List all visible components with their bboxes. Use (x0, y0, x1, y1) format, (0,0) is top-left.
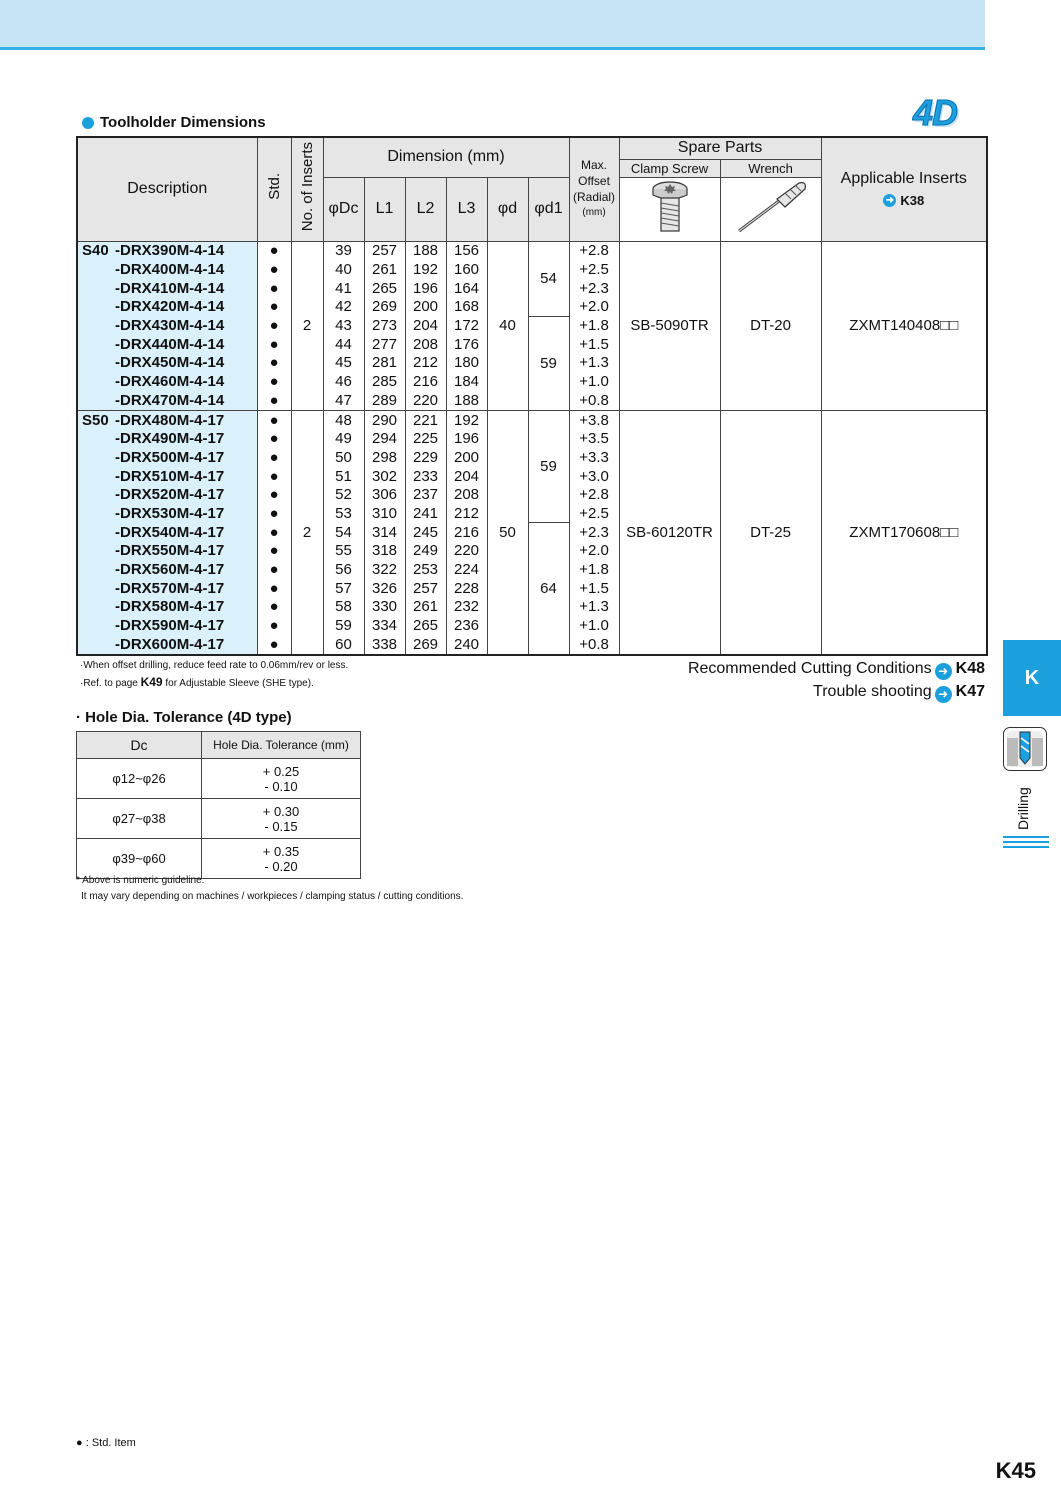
tol-value: + 0.30 - 0.15 (202, 799, 361, 839)
dim-l2: 204 (405, 316, 446, 335)
tolerance-title: · Hole Dia. Tolerance (4D type) (76, 709, 292, 726)
max-offset: +0.8 (569, 391, 619, 410)
dim-l3: 232 (446, 598, 487, 617)
item-code: -DRX420M-4-14 (115, 298, 225, 316)
item-description (77, 260, 257, 279)
max-offset: +1.5 (569, 579, 619, 598)
item-code: -DRX530M-4-17 (115, 504, 225, 522)
dim-dc: 58 (323, 598, 364, 617)
dim-dc: 50 (323, 448, 364, 467)
item-code: -DRX580M-4-17 (115, 598, 225, 616)
item-code: -DRX560M-4-17 (115, 561, 225, 579)
section-tab-k[interactable]: K (1003, 640, 1061, 716)
bullet-icon (82, 117, 94, 129)
max-offset: +1.8 (569, 560, 619, 579)
item-description (77, 542, 257, 561)
item-code: -DRX570M-4-17 (115, 579, 225, 597)
table-row (77, 241, 987, 260)
std-mark: ● (257, 579, 291, 598)
dim-l1: 326 (364, 579, 405, 598)
dim-dc: 40 (323, 260, 364, 279)
max-offset: +2.5 (569, 260, 619, 279)
header-dimension: Dimension (mm) (323, 137, 569, 177)
tol-header-dc: Dc (77, 732, 202, 759)
max-offset: +1.0 (569, 372, 619, 391)
item-description (77, 579, 257, 598)
item-description (77, 616, 257, 635)
dim-l2: 233 (405, 467, 446, 486)
dim-l1: 310 (364, 504, 405, 523)
std-mark: ● (257, 542, 291, 561)
clamp-screw-part: SB-60120TR (619, 410, 720, 654)
section-title: Toolholder Dimensions (82, 114, 266, 131)
dim-l1: 330 (364, 598, 405, 617)
dim-l3: 168 (446, 298, 487, 317)
dim-l1: 281 (364, 354, 405, 373)
max-offset: +1.0 (569, 616, 619, 635)
dim-l1: 273 (364, 316, 405, 335)
item-code: -DRX600M-4-17 (115, 635, 225, 653)
dim-l1: 298 (364, 448, 405, 467)
std-mark: ● (257, 241, 291, 260)
side-decor-lines (1003, 836, 1049, 851)
dim-dc: 53 (323, 504, 364, 523)
dim-dc: 48 (323, 410, 364, 429)
header-applicable-inserts: Applicable Inserts ➜ K38 (821, 137, 987, 241)
std-mark: ● (257, 467, 291, 486)
dim-l3: 236 (446, 616, 487, 635)
header-std: Std. (257, 137, 291, 241)
page-number: K45 (995, 1458, 1036, 1483)
dim-dc: 56 (323, 560, 364, 579)
tol-value: + 0.35 - 0.20 (202, 839, 361, 879)
dim-dc: 39 (323, 241, 364, 260)
tol-value: + 0.25 - 0.10 (202, 759, 361, 799)
dim-l2: 220 (405, 391, 446, 410)
item-code: -DRX480M-4-17 (115, 411, 225, 429)
tolerance-table (76, 731, 361, 879)
dim-l1: 290 (364, 410, 405, 429)
dim-l1: 285 (364, 372, 405, 391)
dim-dc: 54 (323, 523, 364, 542)
item-description (77, 598, 257, 617)
item-description (77, 410, 257, 429)
dim-l2: 196 (405, 279, 446, 298)
max-offset: +2.8 (569, 485, 619, 504)
header-l1: L1 (364, 177, 405, 241)
item-code: -DRX440M-4-14 (115, 335, 225, 353)
series-label: S50 (82, 411, 109, 429)
item-description (77, 635, 257, 655)
item-code: -DRX460M-4-14 (115, 373, 225, 391)
legend-std-item: ● : Std. Item (76, 1437, 136, 1449)
dim-l1: 318 (364, 542, 405, 561)
std-mark: ● (257, 316, 291, 335)
no-inserts: 2 (291, 241, 323, 410)
arrow-right-icon: ➜ (935, 686, 952, 703)
top-band (0, 0, 985, 47)
item-description (77, 429, 257, 448)
dim-d1: 59 (528, 316, 569, 410)
max-offset: +1.3 (569, 598, 619, 617)
dim-d: 50 (487, 410, 528, 654)
header-description: Description (77, 137, 257, 241)
clamp-screw-image (619, 177, 720, 241)
wrench-part: DT-25 (720, 410, 821, 654)
dim-l2: 237 (405, 485, 446, 504)
item-description (77, 372, 257, 391)
dim-dc: 51 (323, 467, 364, 486)
dim-dc: 41 (323, 279, 364, 298)
clamp-screw-part: SB-5090TR (619, 241, 720, 410)
dim-dc: 43 (323, 316, 364, 335)
table-body (77, 241, 987, 655)
screw-icon (648, 179, 692, 235)
dim-l3: 228 (446, 579, 487, 598)
tol-dc: φ39~φ60 (77, 839, 202, 879)
dim-l1: 261 (364, 260, 405, 279)
toolholder-table (76, 136, 988, 656)
reference-links (688, 657, 985, 703)
dim-l2: 257 (405, 579, 446, 598)
dim-dc: 59 (323, 616, 364, 635)
dim-l2: 229 (405, 448, 446, 467)
arrow-right-icon: ➜ (883, 194, 896, 207)
max-offset: +2.0 (569, 298, 619, 317)
std-mark: ● (257, 616, 291, 635)
item-code: -DRX450M-4-14 (115, 354, 225, 372)
max-offset: +3.0 (569, 467, 619, 486)
header-dc: φDc (323, 177, 364, 241)
item-description (77, 316, 257, 335)
arrow-right-icon: ➜ (935, 663, 952, 680)
std-mark: ● (257, 485, 291, 504)
max-offset: +1.5 (569, 335, 619, 354)
no-inserts: 2 (291, 410, 323, 654)
std-mark: ● (257, 448, 291, 467)
std-mark: ● (257, 354, 291, 373)
badge-4d: 4D (913, 92, 958, 133)
item-description (77, 298, 257, 317)
applicable-insert: ZXMT140408□□ (821, 241, 987, 410)
page-ref-k49[interactable]: K49 (140, 675, 163, 689)
item-code: -DRX400M-4-14 (115, 261, 225, 279)
item-code: -DRX390M-4-14 (115, 242, 225, 260)
item-description (77, 241, 257, 260)
dim-l1: 302 (364, 467, 405, 486)
dim-l3: 240 (446, 635, 487, 655)
tolerance-notes: * Above is numeric guideline. It may vary depending on machines / workpieces / clamping status / cutting conditions. (76, 875, 464, 902)
item-description (77, 391, 257, 410)
dim-l2: 216 (405, 372, 446, 391)
dim-l2: 249 (405, 542, 446, 561)
item-code: -DRX490M-4-17 (115, 430, 225, 448)
std-mark: ● (257, 298, 291, 317)
dim-l1: 265 (364, 279, 405, 298)
max-offset: +3.5 (569, 429, 619, 448)
dim-l3: 188 (446, 391, 487, 410)
item-description (77, 354, 257, 373)
tolerance-row (77, 799, 361, 839)
dim-dc: 55 (323, 542, 364, 561)
wrench-icon (733, 179, 809, 235)
max-offset: +2.8 (569, 241, 619, 260)
max-offset: +2.3 (569, 523, 619, 542)
dim-l3: 172 (446, 316, 487, 335)
std-mark: ● (257, 504, 291, 523)
max-offset: +3.3 (569, 448, 619, 467)
dim-dc: 60 (323, 635, 364, 655)
table-row (77, 410, 987, 429)
dim-l3: 160 (446, 260, 487, 279)
tolerance-row (77, 759, 361, 799)
item-code: -DRX510M-4-17 (115, 467, 225, 485)
dim-l3: 164 (446, 279, 487, 298)
max-offset: +0.8 (569, 635, 619, 655)
item-description (77, 485, 257, 504)
dim-l3: 184 (446, 372, 487, 391)
std-mark: ● (257, 598, 291, 617)
std-mark: ● (257, 372, 291, 391)
drill-icon (1003, 727, 1047, 771)
item-code: -DRX470M-4-14 (115, 391, 225, 409)
dim-l1: 306 (364, 485, 405, 504)
header-spare-parts: Spare Parts (619, 137, 821, 159)
header-d: φd (487, 177, 528, 241)
item-description (77, 523, 257, 542)
dim-l3: 212 (446, 504, 487, 523)
dim-l2: 245 (405, 523, 446, 542)
item-code: -DRX430M-4-14 (115, 317, 225, 335)
dim-l2: 225 (405, 429, 446, 448)
dim-l2: 188 (405, 241, 446, 260)
item-code: -DRX410M-4-14 (115, 279, 225, 297)
header-l2: L2 (405, 177, 446, 241)
std-mark: ● (257, 260, 291, 279)
std-mark: ● (257, 410, 291, 429)
trouble-shooting-link[interactable]: Trouble shooting ➜ K47 (813, 683, 985, 701)
header-no-inserts: No. of Inserts (291, 137, 323, 241)
dim-dc: 52 (323, 485, 364, 504)
dim-l3: 224 (446, 560, 487, 579)
item-description (77, 335, 257, 354)
tol-header-tolerance: Hole Dia. Tolerance (mm) (202, 732, 361, 759)
item-description (77, 504, 257, 523)
std-mark: ● (257, 429, 291, 448)
std-mark: ● (257, 523, 291, 542)
item-description (77, 467, 257, 486)
max-offset: +2.5 (569, 504, 619, 523)
std-mark: ● (257, 335, 291, 354)
dim-l2: 261 (405, 598, 446, 617)
dim-l3: 192 (446, 410, 487, 429)
dim-d1: 59 (528, 410, 569, 523)
item-code: -DRX550M-4-17 (115, 542, 225, 560)
item-description (77, 560, 257, 579)
dim-l3: 208 (446, 485, 487, 504)
dim-dc: 42 (323, 298, 364, 317)
std-mark: ● (257, 635, 291, 655)
dim-l1: 289 (364, 391, 405, 410)
tolerance-body (77, 759, 361, 879)
dim-l1: 322 (364, 560, 405, 579)
dim-l1: 314 (364, 523, 405, 542)
dim-dc: 57 (323, 579, 364, 598)
dim-dc: 46 (323, 372, 364, 391)
header-clamp-screw: Clamp Screw (619, 159, 720, 177)
item-description (77, 279, 257, 298)
header-max-offset: Max. Offset (Radial) (mm) (569, 137, 619, 241)
dim-l1: 338 (364, 635, 405, 655)
item-code: -DRX520M-4-17 (115, 486, 225, 504)
dim-l1: 334 (364, 616, 405, 635)
max-offset: +2.0 (569, 542, 619, 561)
max-offset: +1.3 (569, 354, 619, 373)
dim-dc: 49 (323, 429, 364, 448)
dim-l2: 208 (405, 335, 446, 354)
item-description (77, 448, 257, 467)
max-offset: +1.8 (569, 316, 619, 335)
header-wrench: Wrench (720, 159, 821, 177)
item-code: -DRX500M-4-17 (115, 448, 225, 466)
top-band-line (0, 47, 985, 50)
dim-dc: 44 (323, 335, 364, 354)
dim-l3: 204 (446, 467, 487, 486)
dim-l3: 156 (446, 241, 487, 260)
dim-d: 40 (487, 241, 528, 410)
series-label: S40 (82, 242, 109, 260)
dim-l1: 269 (364, 298, 405, 317)
dim-l1: 257 (364, 241, 405, 260)
dim-l3: 200 (446, 448, 487, 467)
std-mark: ● (257, 279, 291, 298)
side-label-drilling: Drilling (1015, 787, 1031, 830)
max-offset: +3.8 (569, 410, 619, 429)
dim-dc: 47 (323, 391, 364, 410)
dim-l3: 180 (446, 354, 487, 373)
dim-l3: 176 (446, 335, 487, 354)
dim-l1: 277 (364, 335, 405, 354)
dim-l2: 269 (405, 635, 446, 655)
std-mark: ● (257, 391, 291, 410)
item-code: -DRX590M-4-17 (115, 617, 225, 635)
dim-l1: 294 (364, 429, 405, 448)
dim-l2: 200 (405, 298, 446, 317)
dim-l2: 241 (405, 504, 446, 523)
dim-l3: 216 (446, 523, 487, 542)
tol-dc: φ27~φ38 (77, 799, 202, 839)
wrench-image (720, 177, 821, 241)
dim-l2: 253 (405, 560, 446, 579)
applicable-insert: ZXMT170608□□ (821, 410, 987, 654)
dim-l3: 196 (446, 429, 487, 448)
dim-l2: 265 (405, 616, 446, 635)
dim-l2: 212 (405, 354, 446, 373)
cutting-conditions-link[interactable]: Recommended Cutting Conditions ➜ K48 (687, 660, 985, 678)
wrench-part: DT-20 (720, 241, 821, 410)
dim-dc: 45 (323, 354, 364, 373)
header-d1: φd1 (528, 177, 569, 241)
item-code: -DRX540M-4-17 (115, 523, 225, 541)
max-offset: +2.3 (569, 279, 619, 298)
dim-d1: 64 (528, 523, 569, 655)
dim-l2: 221 (405, 410, 446, 429)
tol-dc: φ12~φ26 (77, 759, 202, 799)
dim-l2: 192 (405, 260, 446, 279)
dim-l3: 220 (446, 542, 487, 561)
dim-d1: 54 (528, 241, 569, 316)
std-mark: ● (257, 560, 291, 579)
table-notes: ·When offset drilling, reduce feed rate to 0.06mm/rev or less. ·Ref. to page K49 for Adjustable Sleeve (SHE type). (80, 660, 349, 689)
header-l3: L3 (446, 177, 487, 241)
